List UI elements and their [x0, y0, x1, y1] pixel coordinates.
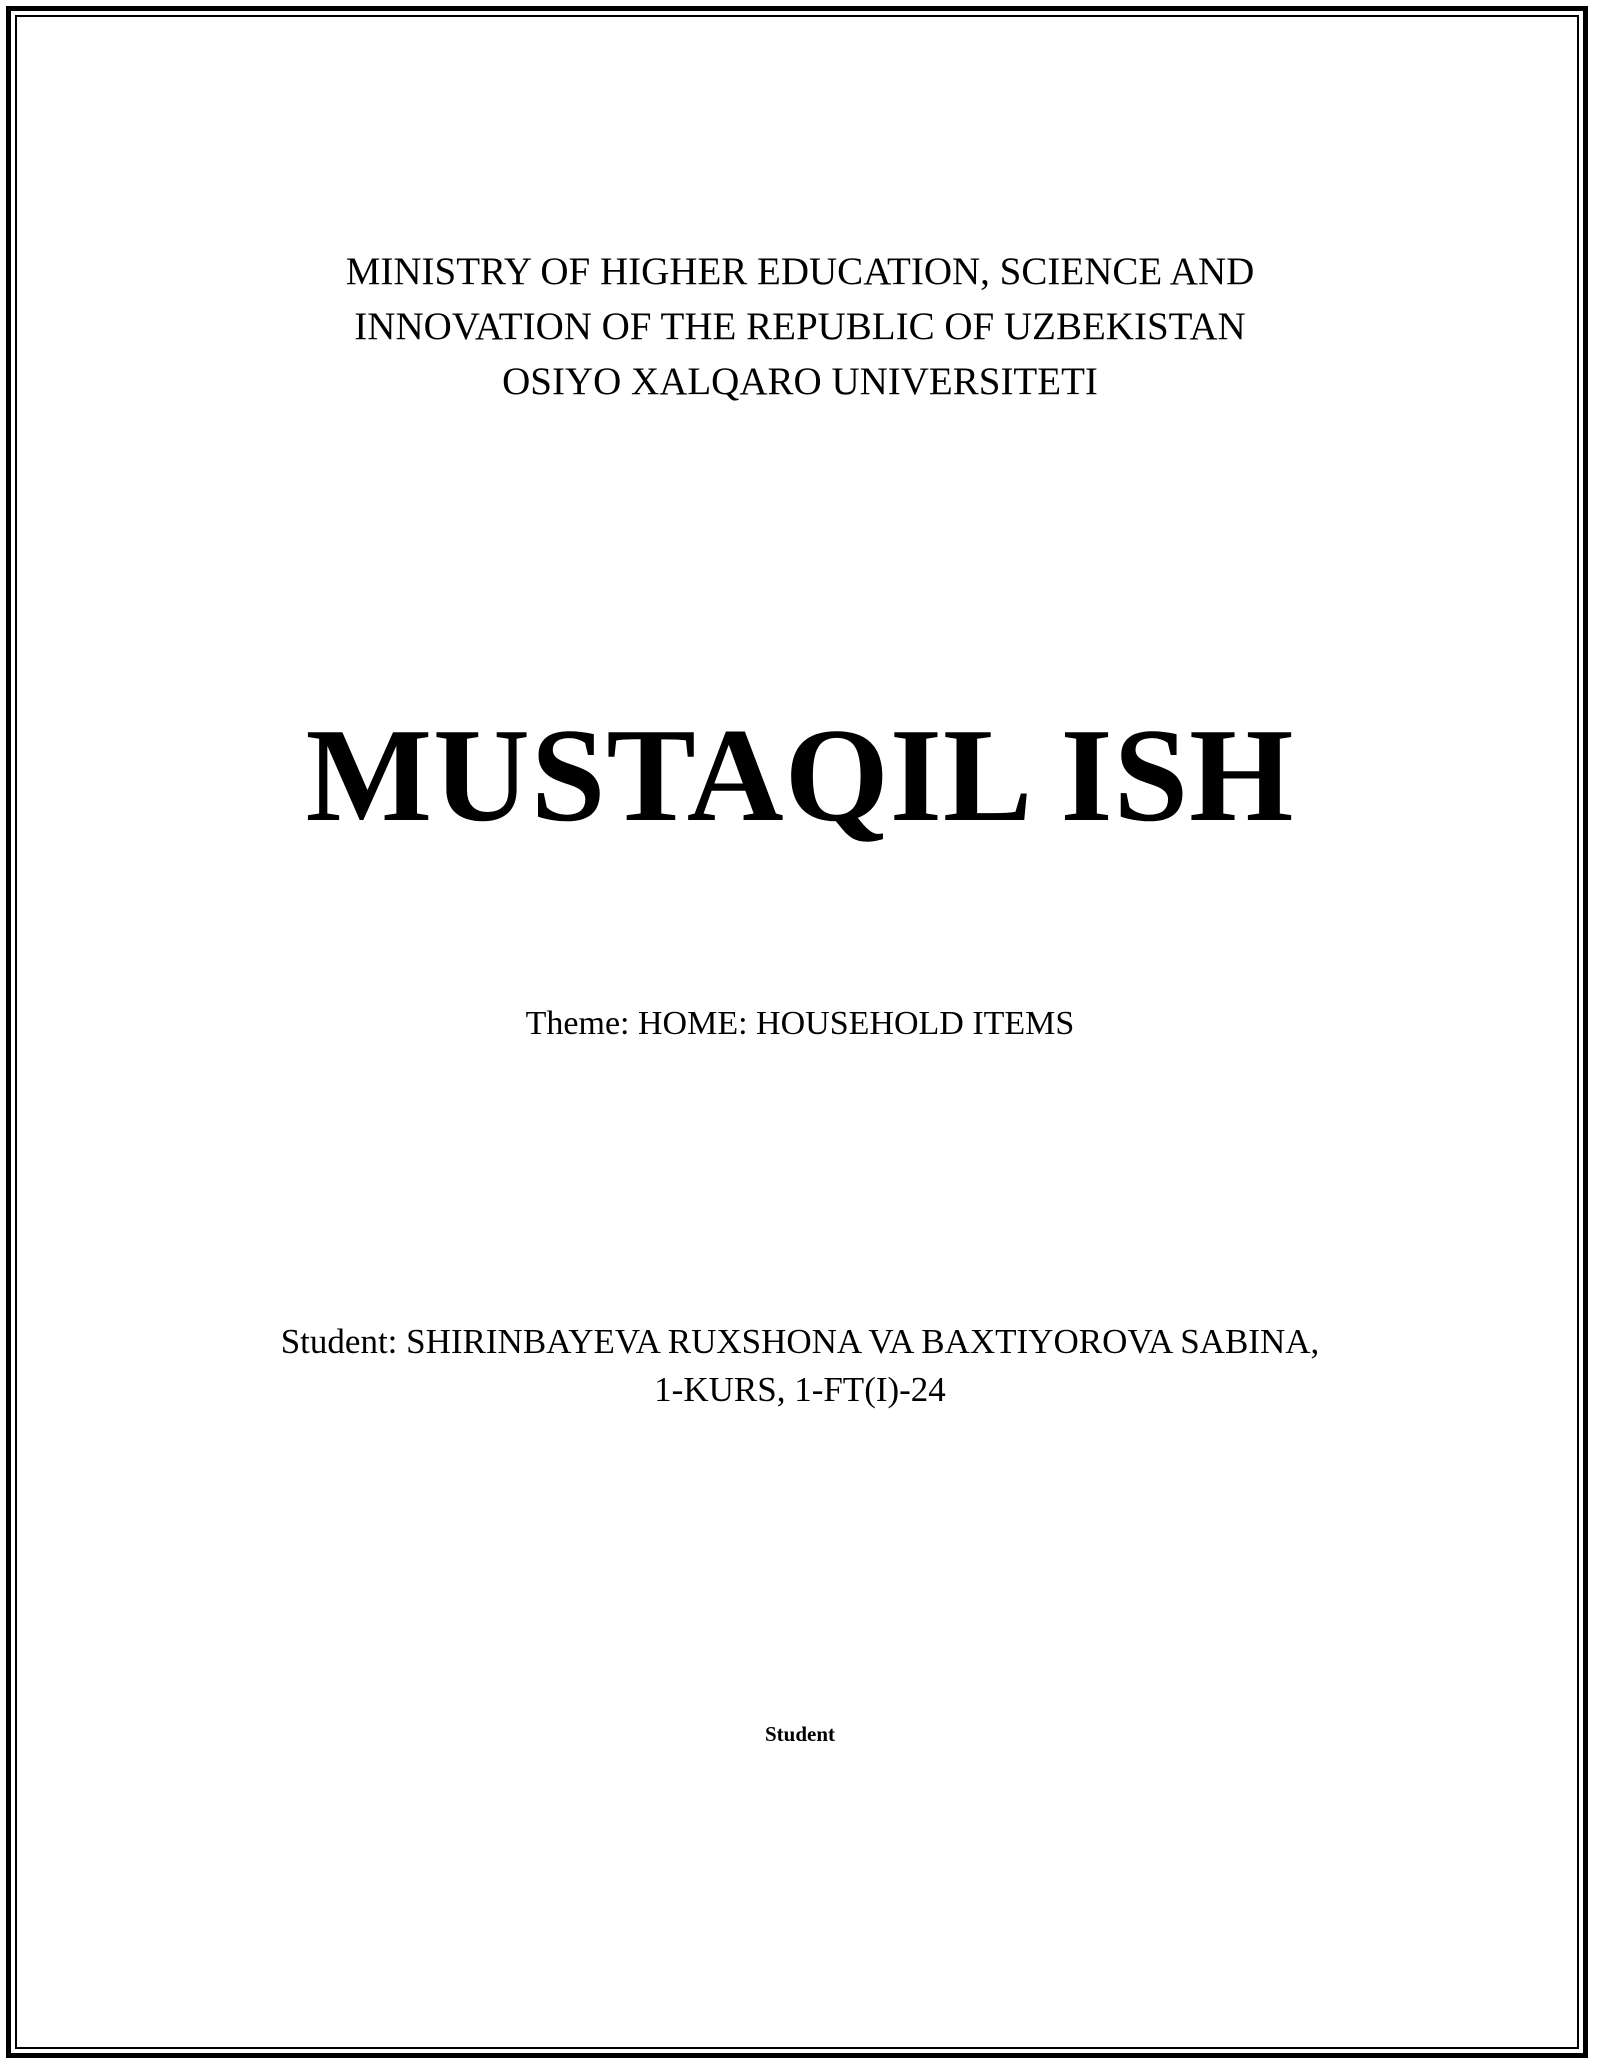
footer-student-label: Student [764, 1722, 836, 1746]
institution-header [0, 244, 1600, 409]
theme-line: Theme: HOME: HOUSEHOLD ITEMS [525, 1005, 1075, 1042]
student-course-group: 1-KURS, 1-FT(I)-24 [654, 1370, 946, 1409]
student-names: Student: SHIRINBAYEVA RUXSHONA VA BAXTIYOROVA SABINA, [280, 1322, 1320, 1361]
header-line-university: OSIYO XALQARO UNIVERSITETI [502, 360, 1098, 403]
header-line-innovation: INNOVATION OF THE REPUBLIC OF UZBEKISTAN [354, 305, 1246, 348]
document-title: MUSTAQIL ISH [305, 701, 1295, 849]
student-info [0, 1318, 1600, 1414]
header-line-ministry: MINISTRY OF HIGHER EDUCATION, SCIENCE AND [345, 250, 1255, 293]
